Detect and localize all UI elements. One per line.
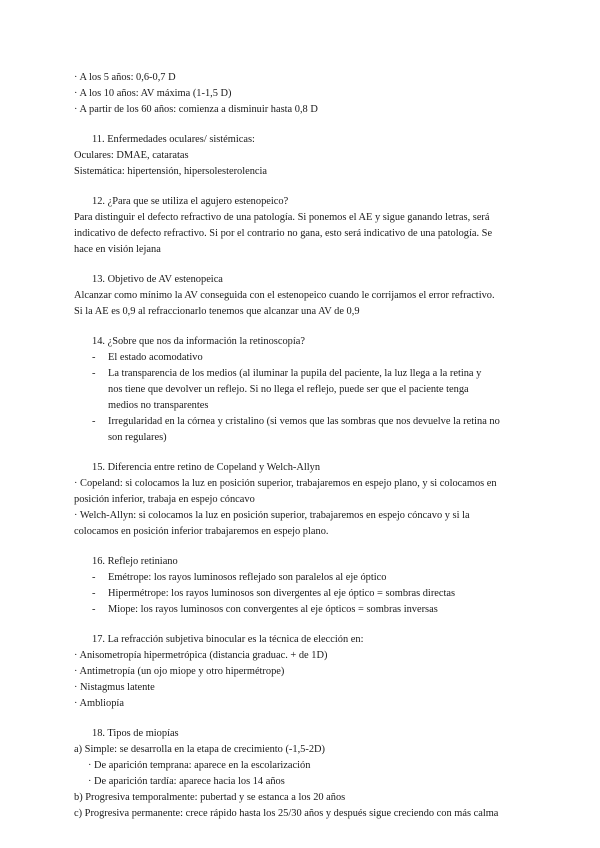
section-11-line-1: Oculares: DMAE, cataratas <box>74 150 189 161</box>
section-17-line-3: · Nistagmus latente <box>74 682 155 693</box>
bullet-text: La transparencia de los medios (al iluminar la pupila del paciente, la luz llega a la retina y <box>108 368 482 379</box>
section-18-item-b: b) Progresiva temporalmente: pubertad y se estanca a los 20 años <box>74 792 346 803</box>
section-12-heading: 12. ¿Para que se utiliza el agujero estenopeico? <box>92 196 289 207</box>
section-18-item-a-sub-2: · De aparición tardía: aparece hacia los 14 años <box>88 776 285 787</box>
section-18-heading: 18. Tipos de miopías <box>92 728 179 739</box>
section-12-line-3: hace en visión lejana <box>74 244 161 255</box>
bullet-text: Irregularidad en la córnea y cristalino (si vemos que las sombras que nos devuelve la retina no <box>108 416 500 427</box>
section-15-heading: 15. Diferencia entre retino de Copeland y Welch-Allyn <box>92 462 321 473</box>
section-16-bullet-3: - Miope: los rayos luminosos con convergentes al eje ópticos = sombras inversas <box>92 604 438 615</box>
section-13-line-2: Si la AE es 0,9 al refraccionarlo tenemos que alcanzar una AV de 0,9 <box>74 306 360 317</box>
section-17-heading: 17. La refracción subjetiva binocular es la técnica de elección en: <box>92 634 364 645</box>
document-page <box>74 70 534 822</box>
section-18-item-c: c) Progresiva permanente: crece rápido hasta los 25/30 años y después sigue creciendo con más calma <box>74 808 499 819</box>
bullet-text: nos tiene que devolver un reflejo. Si no llega el reflejo, puede ser que el paciente tenga <box>108 384 469 395</box>
section-14-bullet-2: - La transparencia de los medios (al iluminar la pupila del paciente, la luz llega a la retina y nos tiene que devolver un reflejo. Si no llega el reflejo, puede ser que el paciente tenga medios no transparentes <box>74 366 534 414</box>
section-14-heading: 14. ¿Sobre que nos da información la retinoscopía? <box>92 336 305 347</box>
section-11-heading: 11. Enfermedades oculares/ sistémicas: <box>92 134 255 145</box>
section-16-bullet-1: - Emétrope: los rayos luminosos reflejado son paralelos al eje óptico <box>92 572 387 583</box>
section-18-item-a: a) Simple: se desarrolla en la etapa de crecimiento (-1,5-2D) <box>74 744 325 755</box>
section-13-heading: 13. Objetivo de AV estenopeica <box>92 274 223 285</box>
section-18-item-a-sub-1: · De aparición temprana: aparece en la escolarización <box>88 760 311 771</box>
section-14-bullet-1: - El estado acomodativo <box>92 352 203 363</box>
intro-line-3: · A partir de los 60 años: comienza a disminuir hasta 0,8 D <box>74 104 318 115</box>
section-17-line-4: · Ambliopía <box>74 698 124 709</box>
bullet-text: medios no transparentes <box>108 400 209 411</box>
bullet-text: son regulares) <box>108 432 167 443</box>
bullet-text: Emétrope: los rayos luminosos reflejado son paralelos al eje óptico <box>108 572 387 583</box>
bullet-text: Hipermétrope: los rayos luminosos son divergentes al eje óptico = sombras directas <box>108 588 456 599</box>
intro-line-1: · A los 5 años: 0,6-0,7 D <box>74 72 176 83</box>
section-17-line-1: · Anisometropía hipermetrópica (distancia graduac. + de 1D) <box>74 650 328 661</box>
section-17-line-2: · Antimetropía (un ojo miope y otro hipermétrope) <box>74 666 285 677</box>
section-16-heading: 16. Reflejo retiniano <box>92 556 178 567</box>
intro-line-2: · A los 10 años: AV máxima (1-1,5 D) <box>74 88 232 99</box>
section-14-bullet-3: - Irregularidad en la córnea y cristalino (si vemos que las sombras que nos devuelve la retina no son regulares) <box>74 414 534 446</box>
section-15-line-4: colocamos en posición inferior trabajaremos en espejo plano. <box>74 526 329 537</box>
section-15-line-1: · Copeland: si colocamos la luz en posición superior, trabajaremos en espejo plano, y si colocamos en <box>74 478 497 489</box>
section-11-line-2: Sistemática: hipertensión, hipersolesterolencia <box>74 166 268 177</box>
bullet-text: Miope: los rayos luminosos con convergentes al eje ópticos = sombras inversas <box>108 604 438 615</box>
bullet-text: El estado acomodativo <box>108 352 203 363</box>
section-15-line-2: posición inferior, trabaja en espejo cóncavo <box>74 494 255 505</box>
section-12-line-2: indicativo de defecto refractivo. Si por el contrario no gana, esto será indicativo de una patología. Se <box>74 228 493 239</box>
section-13-line-1: Alcanzar como mínimo la AV conseguida con el estenopeico cuando le corrijamos el error refractivo. <box>74 290 495 301</box>
section-12-line-1: Para distinguir el defecto refractivo de una patología. Si ponemos el AE y sigue ganando letras, será <box>74 212 490 223</box>
section-15-line-3: · Welch-Allyn: si colocamos la luz en posición superior, trabajaremos en espejo cóncavo y si la <box>74 510 470 521</box>
section-16-bullet-2: - Hipermétrope: los rayos luminosos son divergentes al eje óptico = sombras directas <box>92 588 456 599</box>
